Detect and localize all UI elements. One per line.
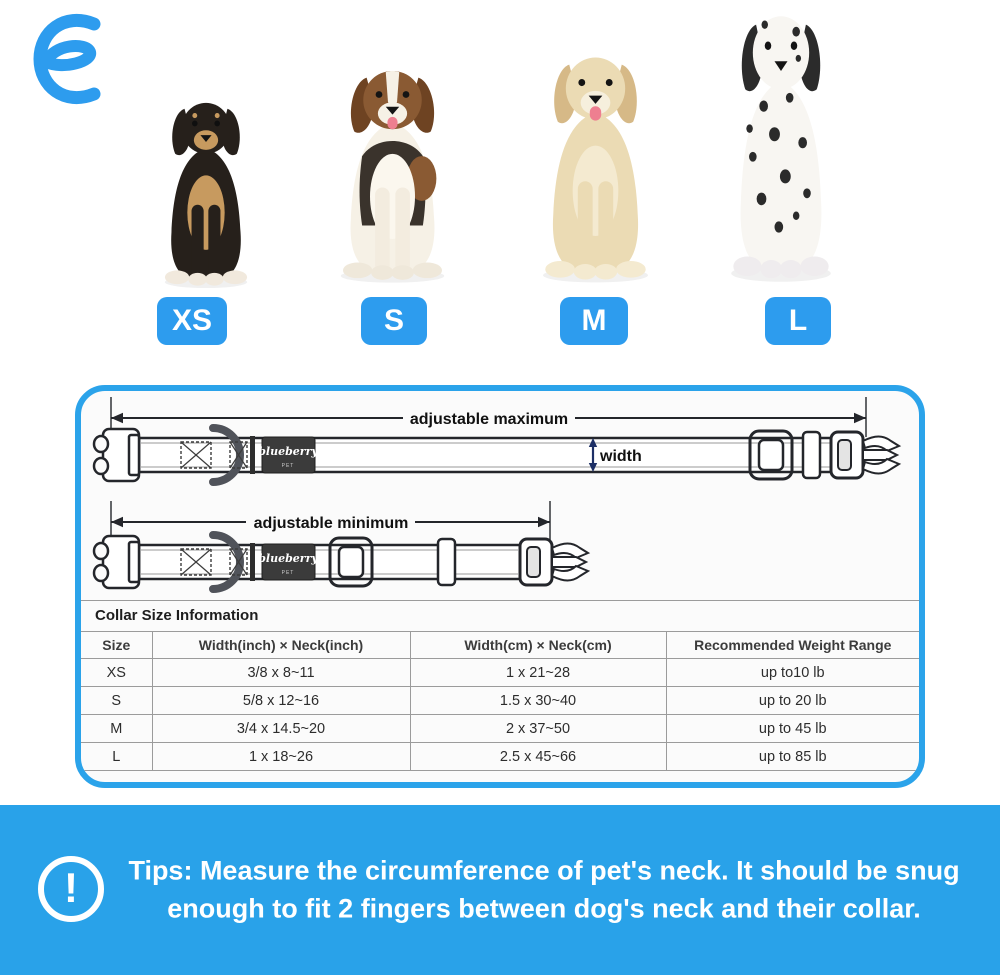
table-cell: 1.5 x 30~40: [410, 687, 666, 715]
tips-text: Tips: Measure the circumference of pet's neck. It should be snug enough to fit 2 fingers between dog's neck and their collar.: [128, 855, 960, 924]
svg-text:blueberry: blueberry: [258, 552, 318, 565]
buckle-female: [94, 536, 139, 588]
dog-photo-dalmatian-l: [716, 5, 846, 286]
table-cell: 2.5 x 45~66: [410, 743, 666, 771]
size-table-section: [81, 600, 919, 771]
table-title: Collar Size Information: [81, 601, 919, 632]
table-cell: L: [81, 743, 152, 771]
collar-max: [94, 428, 899, 482]
table-cell: XS: [81, 659, 152, 687]
svg-text:PET: PET: [281, 463, 295, 469]
table-cell: M: [81, 715, 152, 743]
strap-bar: [250, 543, 255, 581]
table-row-l: [81, 743, 919, 771]
buckle-male: [520, 539, 588, 585]
table-row-m: [81, 715, 919, 743]
size-table: [81, 632, 919, 771]
buckle-female: [94, 429, 139, 481]
width-label: width: [600, 448, 642, 465]
table-cell: 3/4 x 14.5~20: [152, 715, 410, 743]
max-label: adjustable maximum: [409, 411, 569, 428]
strap-bar: [250, 436, 255, 474]
brand-tag: [258, 544, 319, 580]
svg-text:PET: PET: [281, 570, 295, 576]
size-badge-l: L: [765, 297, 831, 345]
table-cell: 3/8 x 8~11: [152, 659, 410, 687]
table-header-row: [81, 632, 919, 659]
col-header-weight: Recommended Weight Range: [666, 632, 919, 659]
dog-photo-puppy-xs: [150, 95, 262, 291]
size-badge-xs: XS: [157, 297, 227, 345]
exclamation-glyph: !: [64, 863, 78, 911]
col-header-size: Size: [81, 632, 152, 659]
table-cell: 2 x 37~50: [410, 715, 666, 743]
buckle-male: [831, 432, 899, 478]
table-cell: 1 x 18~26: [152, 743, 410, 771]
collar-measurement-diagram: [81, 391, 919, 600]
col-header-width-inch: Width(inch) × Neck(inch): [152, 632, 410, 659]
size-badge-s: S: [361, 297, 427, 345]
table-cell: up to 45 lb: [666, 715, 919, 743]
table-row-xs: [81, 659, 919, 687]
tips-banner: [0, 805, 1000, 975]
table-cell: 5/8 x 12~16: [152, 687, 410, 715]
svg-text:blueberry: blueberry: [258, 445, 318, 458]
table-cell: up to10 lb: [666, 659, 919, 687]
brand-e-logo-icon: [30, 8, 104, 112]
dog-photo-beagle-s: [325, 62, 460, 286]
min-label: adjustable minimum: [253, 515, 409, 532]
keeper-loop: [438, 539, 455, 585]
dimension-arrow-min: [111, 501, 550, 543]
dog-photo-golden-retriever-m: [527, 48, 664, 286]
table-cell: S: [81, 687, 152, 715]
table-cell: up to 85 lb: [666, 743, 919, 771]
keeper-loop: [803, 432, 820, 478]
size-badge-m: M: [560, 297, 628, 345]
brand-tag: [258, 437, 319, 473]
col-header-width-cm: Width(cm) × Neck(cm): [410, 632, 666, 659]
size-chart-panel: [75, 385, 925, 788]
table-cell: up to 20 lb: [666, 687, 919, 715]
table-row-s: [81, 687, 919, 715]
alert-exclamation-icon: [38, 856, 104, 922]
table-cell: 1 x 21~28: [410, 659, 666, 687]
collar-min: [94, 535, 588, 589]
